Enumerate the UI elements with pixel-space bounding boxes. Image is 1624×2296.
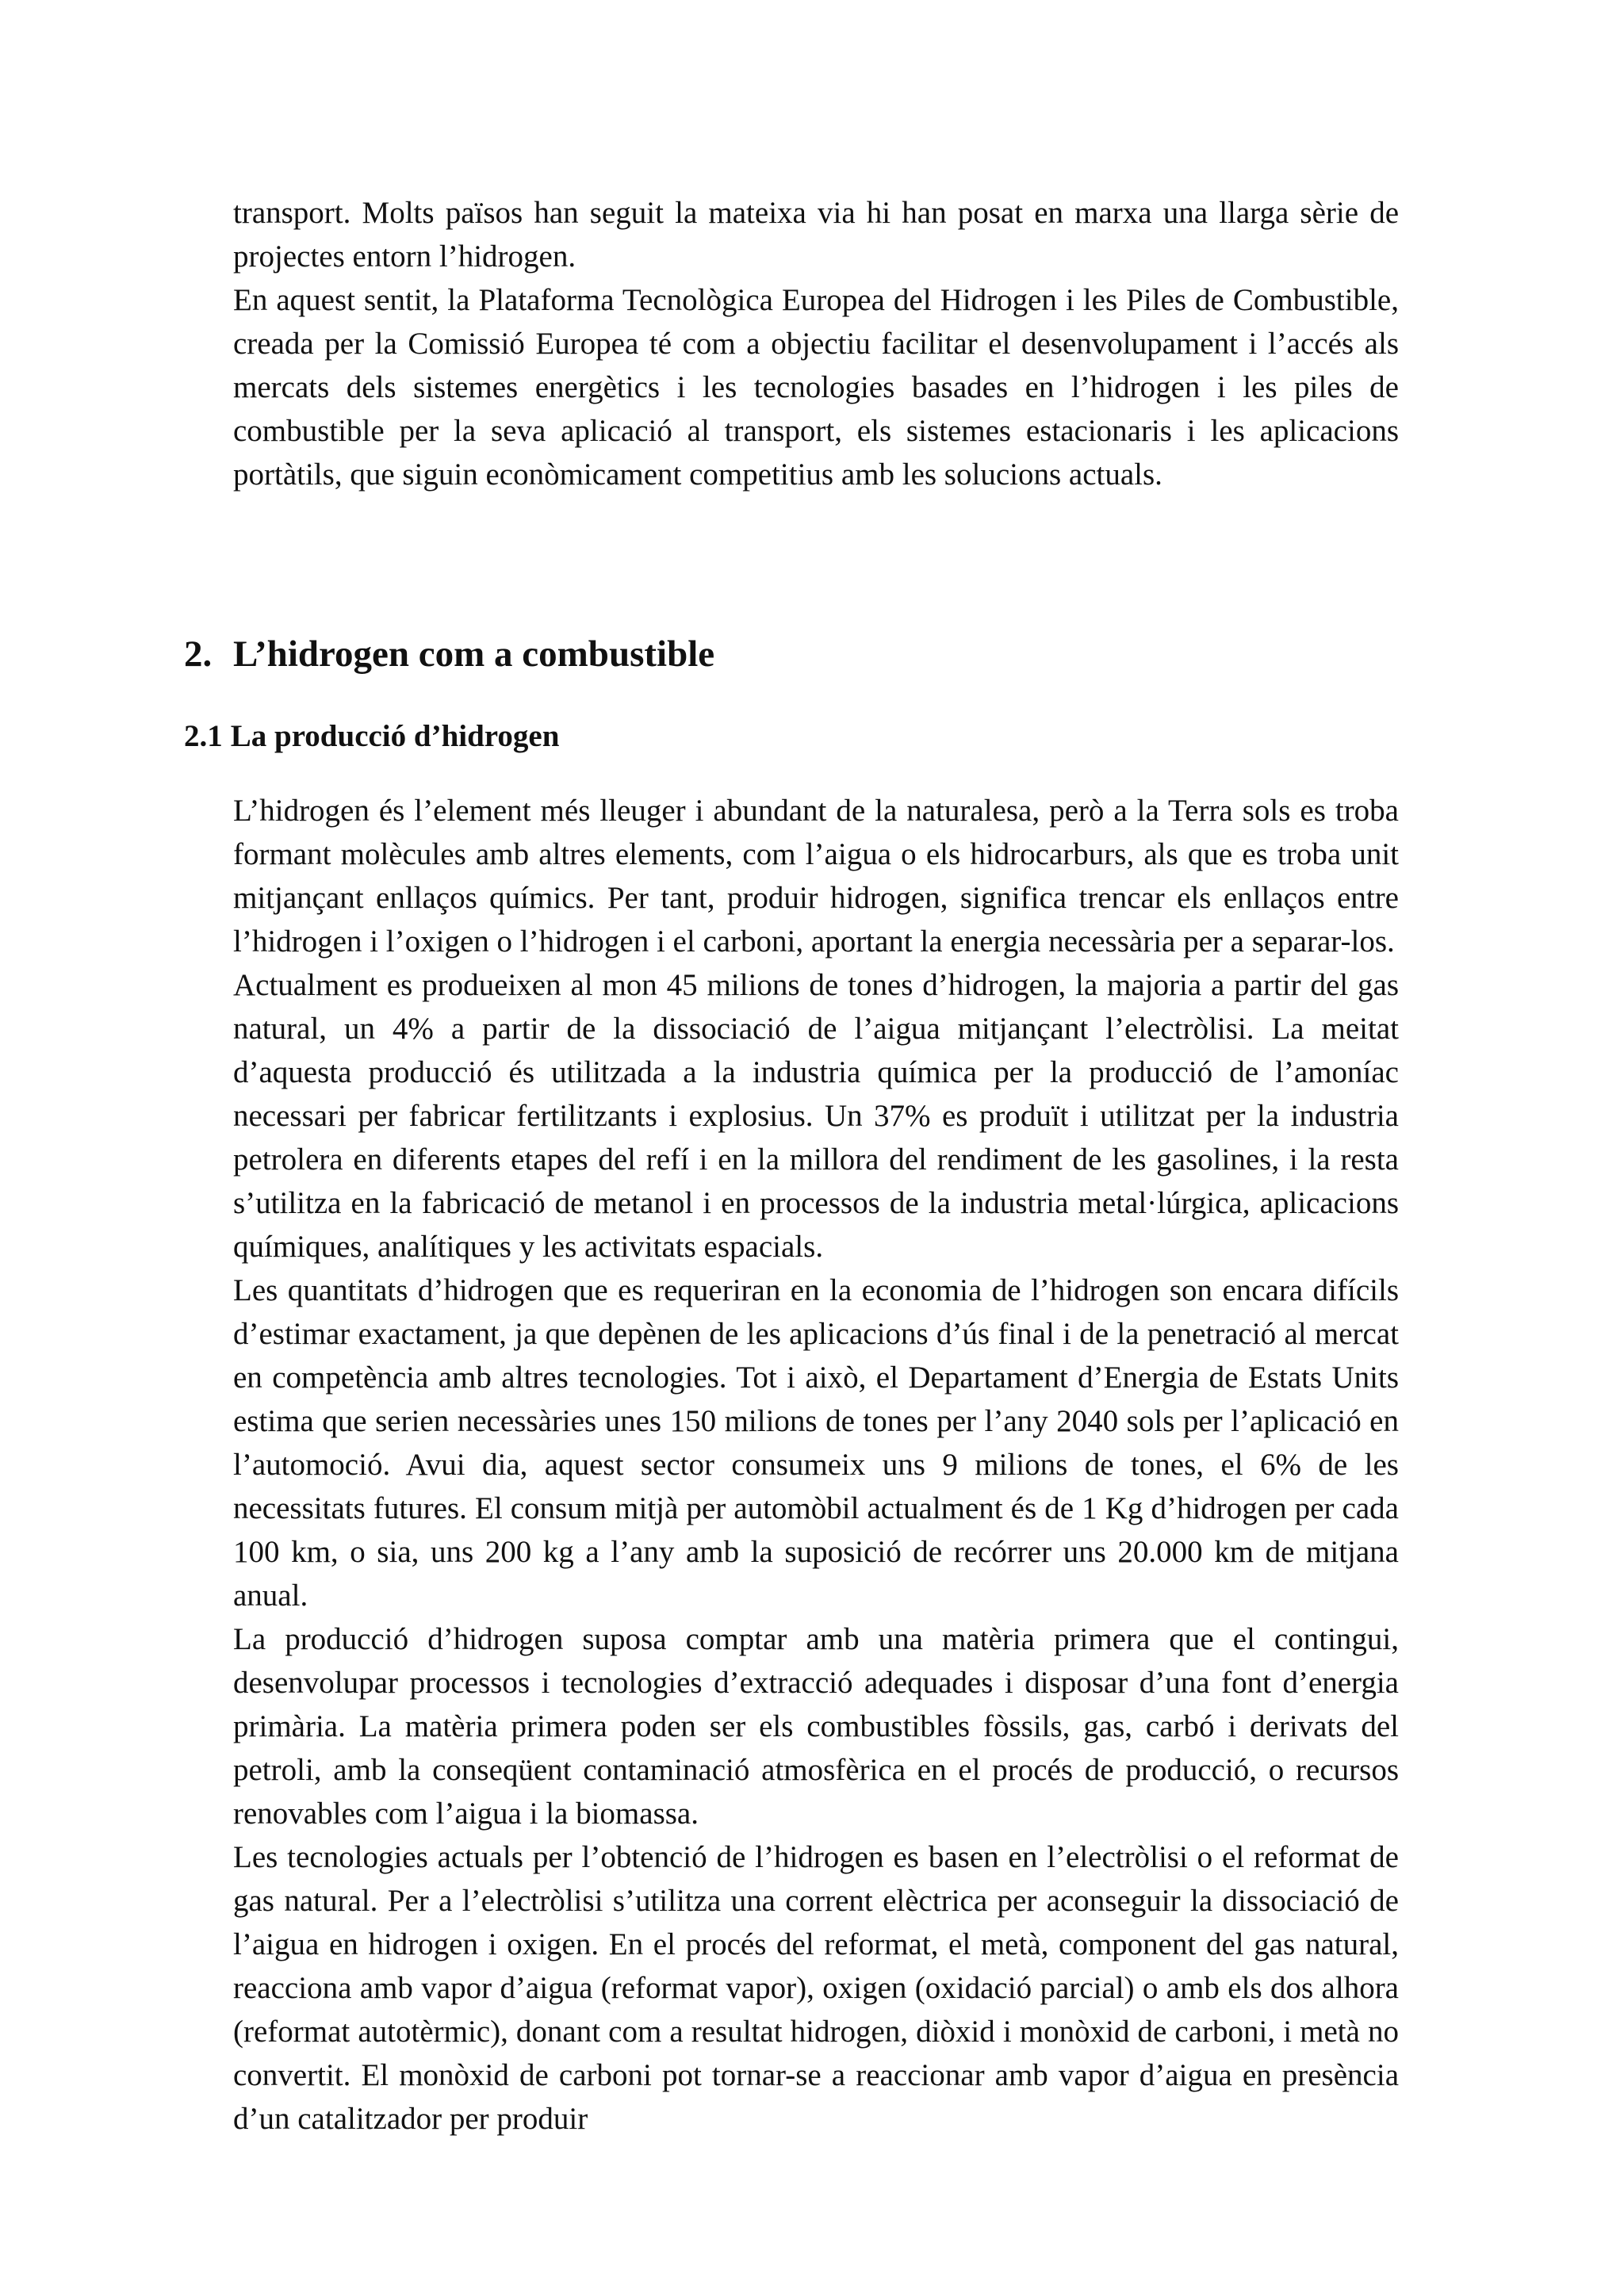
paragraph: Les tecnologies actuals per l’obtenció de l’hidrogen es basen en l’electròlisi o el reformat de gas natural. Per a l’electròlisi s’utilitza una corrent elèctrica per aconseguir la dissociació de l’aigua en hidrogen i oxigen. En el procés del reformat, el metà, component del gas natural, reacciona amb vapor d’aigua (reformat vapor), oxigen (oxidació parcial) o amb els dos alhora (reformat autotèrmic), donant com a resultat hidrogen, diòxid i monòxid de carboni, i metà no convertit. El monòxid de carboni pot tornar-se a reaccionar amb vapor d’aigua en presència d’un catalitzador per produir [233,1840,1399,2136]
paragraph: L’hidrogen és l’element més lleuger i abundant de la naturalesa, però a la Terra sols es troba formant molècules amb altres elements, com l’aigua o els hidrocarburs, als que es troba unit mitjançant enllaços químics. Per tant, produir hidrogen, significa trencar els enllaços entre l’hidrogen i l’oxigen o l’hidrogen i el carboni, aportant la energia necessària per a separar-los. [233,794,1399,959]
intro-text-block [233,191,1399,496]
paragraph: transport. Molts països han seguit la mateixa via hi han posat en marxa una llarga sèrie de projectes entorn l’hidrogen. [233,196,1399,274]
section-title: L’hidrogen com a combustible [233,633,715,675]
main-text-block [233,789,1399,2141]
subsection-heading [184,717,559,756]
subsection-title: La producció d’hidrogen [230,719,560,753]
paragraph: Actualment es produeixen al mon 45 milions de tones d’hidrogen, la majoria a partir del gas natural, un 4% a partir de la dissociació de l’aigua mitjançant l’electròlisi. La meitat d’aquesta producció és utilitzada a la industria química per la producció de l’amoníac necessari per fabricar fertilitzants i explosius. Un 37% es produït i utilitzat per la industria petrolera en diferents etapes del refí i en la millora del rendiment de les gasolines, i la resta s’utilitza en la fabricació de metanol i en processos de la industria metal·lúrgica, aplicacions químiques, analítiques y les activitats espacials. [233,968,1399,1264]
subsection-number: 2.1 [184,719,223,753]
paragraph: Les quantitats d’hidrogen que es requeriran en la economia de l’hidrogen son encara difícils d’estimar exactament, ja que depènen de les aplicacions d’ús final i de la penetració al mercat en competència amb altres tecnologies. Tot i això, el Departament d’Energia de Estats Units estima que serien necessàries unes 150 milions de tones per l’any 2040 sols per l’aplicació en l’automoció. Avui dia, aquest sector consumeix uns 9 milions de tones, el 6% de les necessitats futures. El consum mitjà per automòbil actualment és de 1 Kg d’hidrogen per cada 100 km, o sia, uns 200 kg a l’any amb la suposició de recórrer uns 20.000 km de mitjana anual. [233,1273,1399,1613]
paragraph: La producció d’hidrogen suposa comptar amb una matèria primera que el contingui, desenvolupar processos i tecnologies d’extracció adequades i disposar d’una font d’energia primària. La matèria primera poden ser els combustibles fòssils, gas, carbó i derivats del petroli, amb la conseqüent contaminació atmosfèrica en el procés de producció, o recursos renovables com l’aigua i la biomassa. [233,1622,1399,1831]
paragraph: En aquest sentit, la Plataforma Tecnològica Europea del Hidrogen i les Piles de Combustible, creada per la Comissió Europea té com a objectiu facilitar el desenvolupament i l’accés als mercats dels sistemes energètics i les tecnologies basades en l’hidrogen i les piles de combustible per la seva aplicació al transport, els sistemes estacionaris i les aplicacions portàtils, que siguin econòmicament competitius amb les solucions actuals. [233,283,1399,492]
section-heading [184,630,714,678]
section-number: 2. [184,633,213,675]
